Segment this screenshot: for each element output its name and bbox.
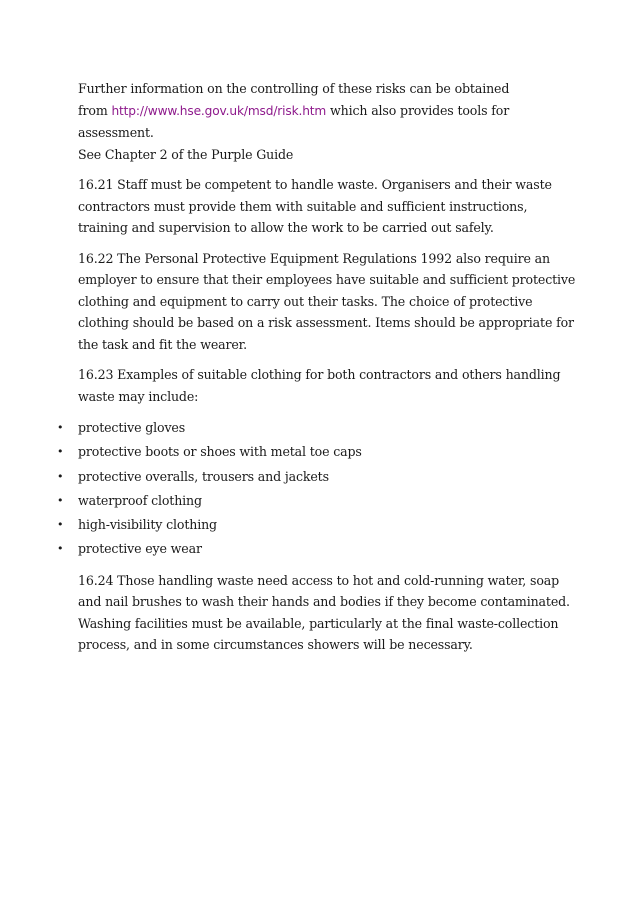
intro-paragraph bbox=[78, 78, 578, 165]
intro-from-word: from bbox=[78, 102, 108, 118]
list-item-text: high-visibility clothing bbox=[78, 517, 217, 533]
intro-line-3: See Chapter 2 of the Purple Guide bbox=[78, 146, 294, 162]
list-item bbox=[0, 489, 578, 513]
bullet-icon: • bbox=[57, 469, 64, 483]
paragraph-16-21: 16.21 Staff must be competent to handle waste. Organisers and their waste contractors must provide them with suitable and sufficient instructions, training and supervision to allow the work to be carried out safely. bbox=[78, 177, 552, 235]
bullet-icon: • bbox=[57, 518, 64, 532]
paragraph-16-24: 16.24 Those handling waste need access to hot and cold-running water, soap and nail brushes to wash their hands and bodies if they become contaminated. Washing facilities must be available, particularly at the final waste-collection process, and in some circumstances showers will be necessary. bbox=[78, 572, 570, 653]
intro-line-1: Further information on the controlling of these risks can be obtained bbox=[78, 81, 510, 96]
list-item-text: protective overalls, trousers and jackets bbox=[78, 468, 329, 484]
bullet-icon: • bbox=[57, 421, 64, 434]
intro-after-link: which also provides tools for assessment. bbox=[78, 102, 510, 140]
bullet-icon: • bbox=[57, 493, 64, 507]
paragraph-16-23: 16.23 Examples of suitable clothing for both contractors and others handling waste may include: bbox=[78, 367, 561, 404]
document-body bbox=[57, 78, 578, 665]
list-item-text: waterproof clothing bbox=[78, 492, 202, 508]
list-item-text: protective gloves bbox=[78, 420, 186, 435]
list-item bbox=[0, 440, 578, 464]
hse-risk-link[interactable]: http://www.hse.gov.uk/msd/risk.htm bbox=[111, 103, 327, 118]
bullet-icon: • bbox=[57, 542, 64, 556]
paragraph-16-22: 16.22 The Personal Protective Equipment Regulations 1992 also require an employer to ensure that their employees have suitable and sufficient protective clothing and equipment to carry out their tasks. The choice of protective clothing should be based on a risk assessment. Items should be appropriate for the task and fit the wearer. bbox=[78, 250, 576, 352]
clothing-list bbox=[0, 416, 578, 562]
list-item-text: protective eye wear bbox=[78, 541, 202, 557]
list-item bbox=[0, 513, 578, 537]
list-item bbox=[0, 465, 578, 489]
bullet-icon: • bbox=[57, 445, 64, 459]
list-item bbox=[0, 416, 578, 440]
list-item bbox=[0, 537, 578, 561]
list-item-text: protective boots or shoes with metal toe caps bbox=[78, 444, 362, 460]
